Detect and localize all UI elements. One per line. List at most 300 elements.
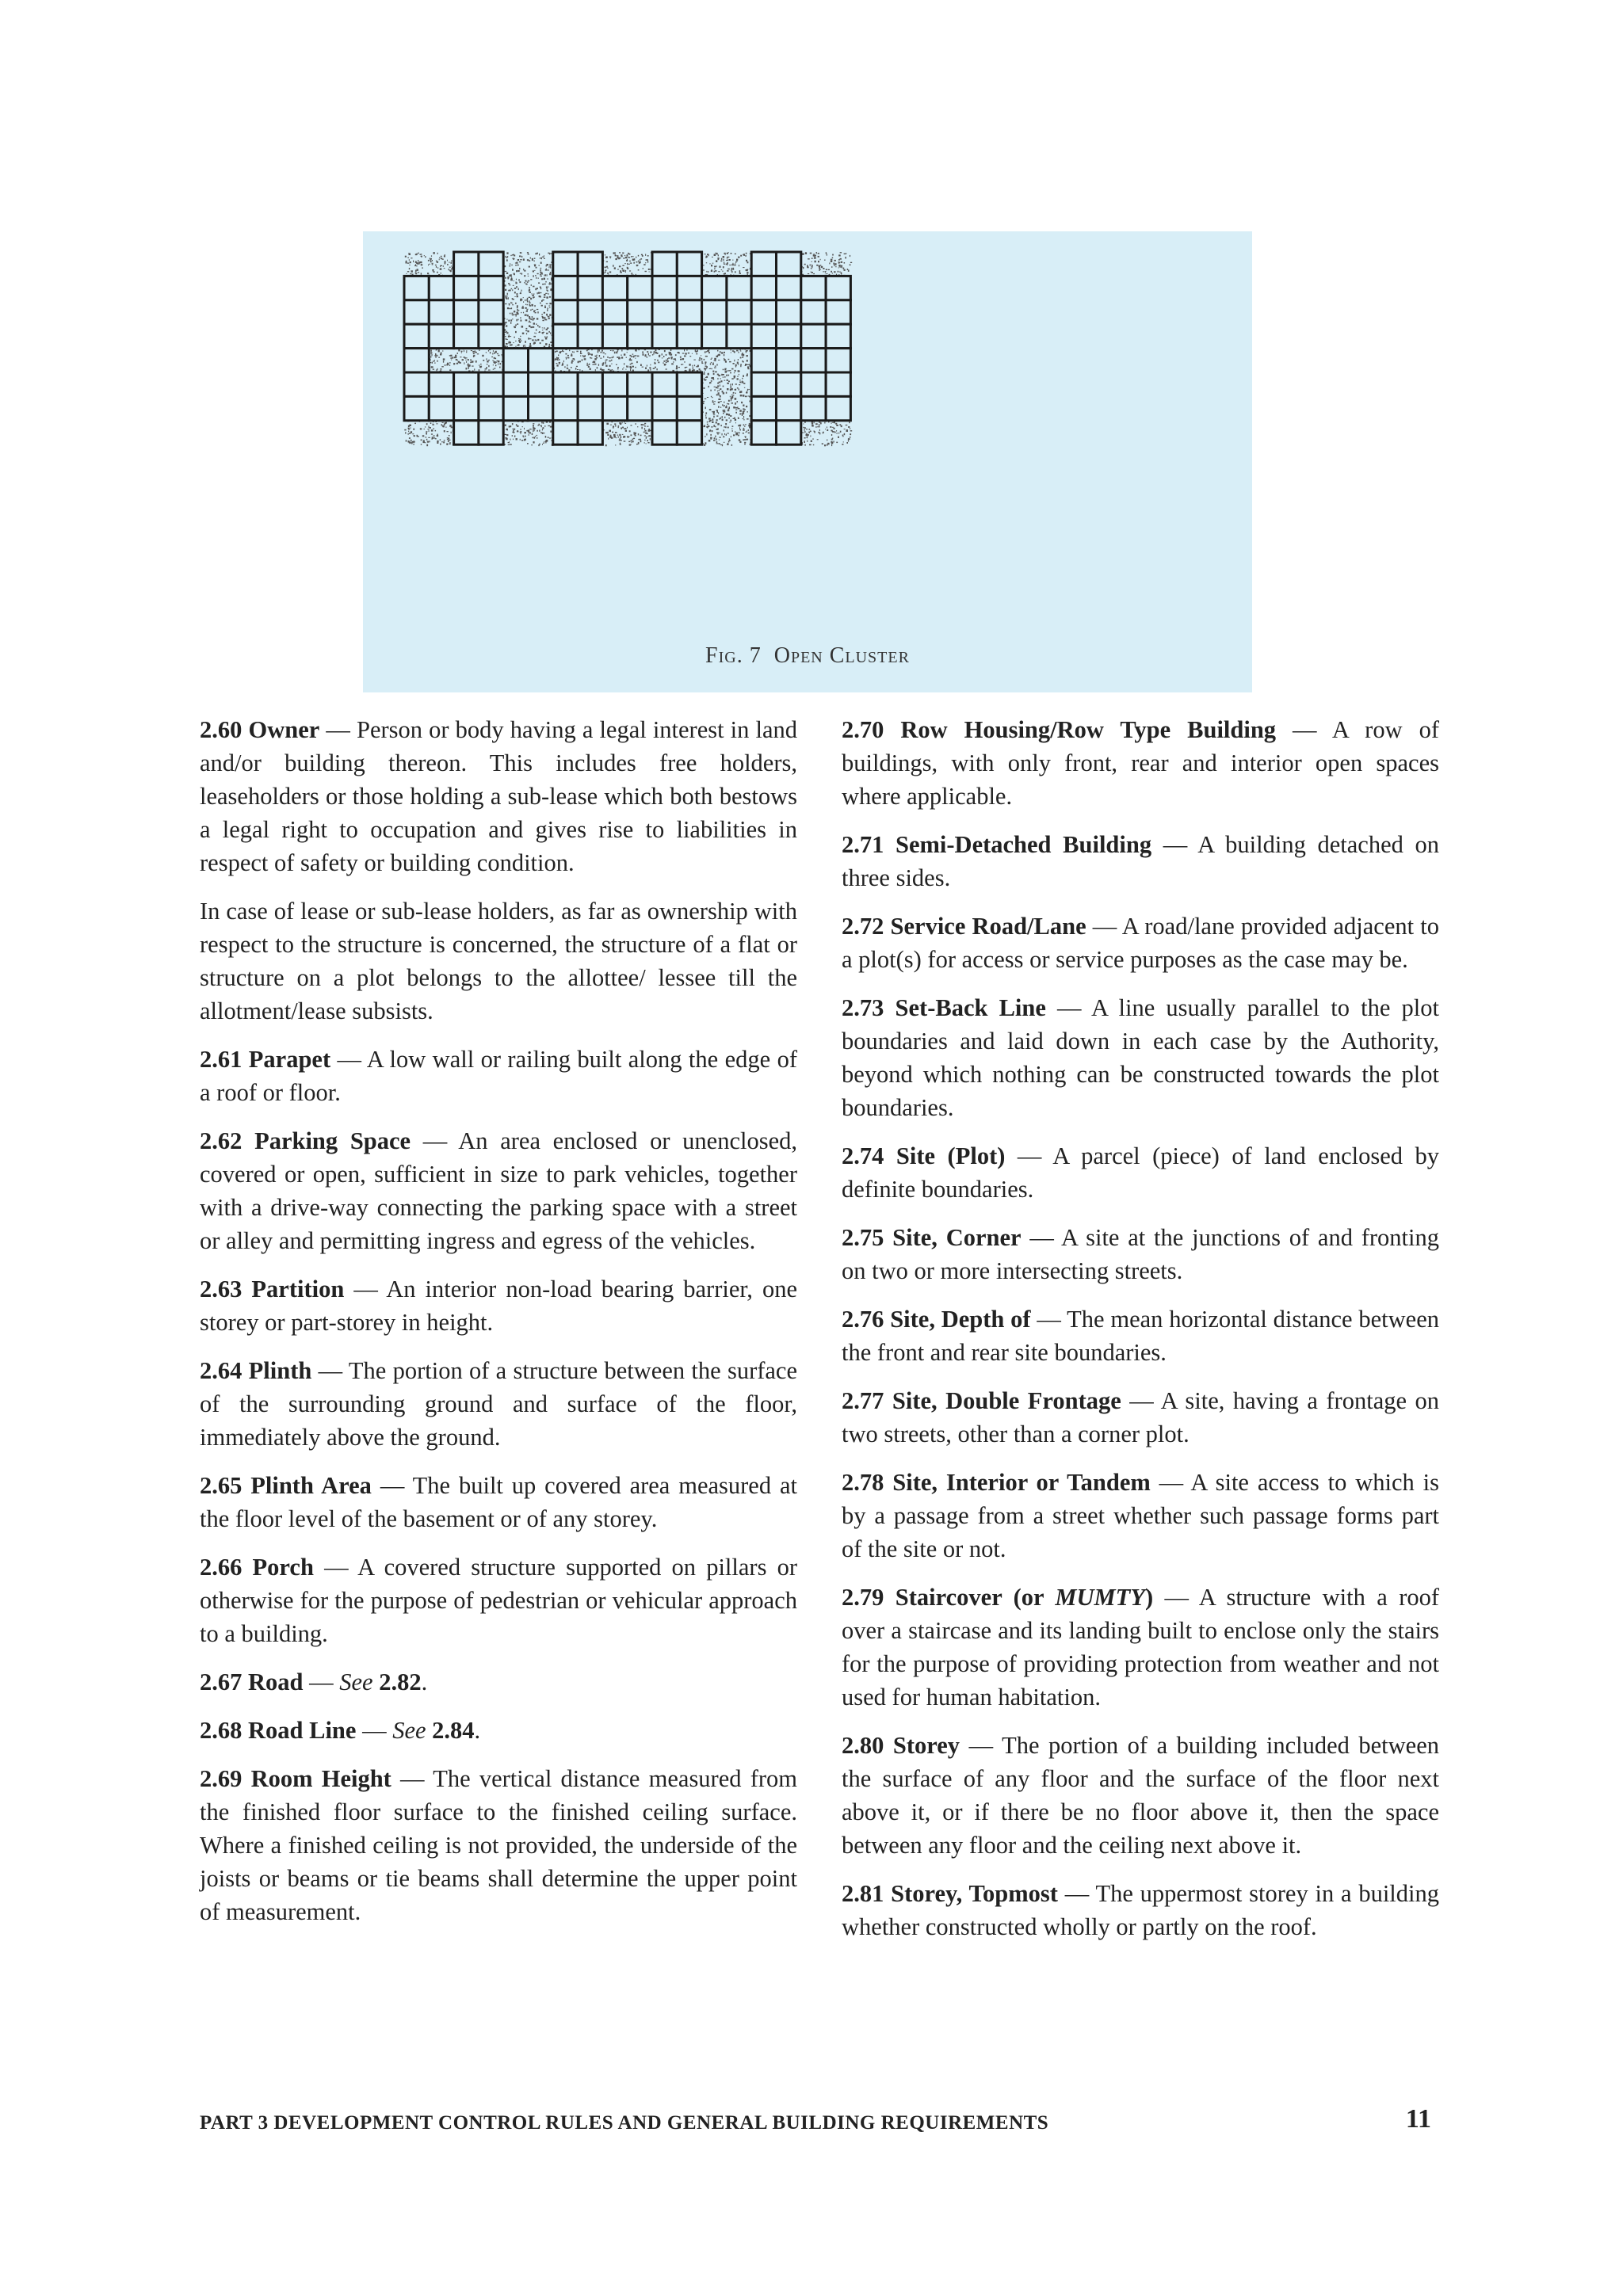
- stipple-dot: [540, 303, 541, 304]
- stipple-dot: [735, 398, 737, 400]
- stipple-dot: [617, 367, 619, 368]
- stipple-dot: [494, 357, 495, 359]
- stipple-dot: [430, 356, 431, 358]
- stipple-dot: [506, 331, 507, 332]
- stipple-dot: [579, 369, 580, 371]
- housing-unit-cell: [454, 252, 479, 276]
- stipple-dot: [408, 433, 409, 435]
- housing-unit-cell: [751, 421, 776, 444]
- defined-term: Site (Plot): [896, 1142, 1006, 1169]
- stipple-dot: [520, 336, 521, 337]
- definition-text: Person or body having a legal interest in land and/or building thereon. This includes free holders, leaseholders or those holding a sub-lease which both bestows a legal right to occupation and gives rise to liabilities in respect of safety or building condition.: [200, 716, 798, 876]
- housing-unit-cell: [677, 252, 701, 276]
- stipple-dot: [650, 364, 651, 366]
- stipple-dot: [511, 288, 513, 289]
- stipple-dot: [712, 263, 714, 264]
- stipple-dot: [729, 361, 731, 363]
- stipple-dot: [532, 433, 533, 435]
- definition-paragraph: [842, 991, 1439, 1124]
- stipple-dot: [548, 425, 550, 426]
- stipple-dot: [540, 296, 541, 298]
- housing-unit-cell: [553, 276, 578, 299]
- stipple-dot: [437, 267, 438, 269]
- stipple-dot: [514, 337, 515, 338]
- stipple-dot: [567, 357, 569, 359]
- stipple-dot: [506, 257, 507, 258]
- clause-number: 2.75: [842, 1224, 884, 1251]
- stipple-dot: [609, 436, 612, 437]
- stipple-dot: [509, 341, 510, 343]
- stipple-dot: [451, 262, 453, 264]
- definition-text: A structure with a roof over a staircase and its landing built to enclose only the stairs for the purpose of providing protection from weather and not used for human habitation.: [842, 1584, 1440, 1711]
- stipple-dot: [506, 325, 507, 326]
- stipple-dot: [622, 434, 624, 435]
- stipple-dot: [850, 430, 853, 431]
- stipple-dot: [444, 268, 445, 269]
- stipple-dot: [599, 349, 600, 352]
- stipple-dot: [559, 363, 560, 364]
- stipple-dot: [710, 363, 711, 364]
- housing-unit-cell: [602, 372, 627, 396]
- stipple-dot: [486, 358, 487, 360]
- housing-unit-cell: [751, 396, 776, 420]
- definition-text: A site at the junctions of and fronting on two or more intersecting streets.: [842, 1224, 1440, 1284]
- stipple-dot: [518, 279, 519, 281]
- stipple-dot: [848, 438, 850, 440]
- stipple-dot: [704, 425, 705, 427]
- housing-unit-cell: [429, 324, 453, 348]
- stipple-dot: [544, 278, 545, 280]
- stipple-dot: [699, 357, 700, 359]
- figure-title: Open Cluster: [773, 643, 910, 668]
- stipple-dot: [520, 439, 521, 441]
- definition-text: A building detached on three sides.: [842, 831, 1439, 891]
- stipple-dot: [673, 361, 674, 362]
- definition-text: A site, having a frontage on two streets, other than a corner plot.: [842, 1387, 1439, 1447]
- stipple-dot: [528, 280, 529, 281]
- stipple-dot: [515, 314, 517, 315]
- stipple-dot: [517, 305, 518, 307]
- stipple-dot: [726, 392, 727, 394]
- definition-text: The uppermost storey in a building whether constructed wholly or partly on the roof.: [842, 1880, 1439, 1940]
- stipple-dot: [743, 405, 744, 406]
- stipple-dot: [494, 353, 495, 354]
- figure-open-cluster: [363, 231, 1252, 692]
- definition-text: A covered structure supported on pillars or otherwise for the purpose of pedestrian or vehicular approach to a building.: [200, 1554, 798, 1647]
- stipple-dot: [472, 366, 473, 367]
- stipple-dot: [703, 269, 704, 271]
- stipple-dot: [630, 262, 632, 264]
- stipple-dot: [547, 274, 548, 276]
- housing-unit-cell: [479, 252, 503, 276]
- stipple-dot: [730, 415, 731, 417]
- stipple-dot: [515, 346, 516, 347]
- stipple-dot: [431, 433, 433, 434]
- stipple-dot: [746, 260, 747, 261]
- stipple-dot: [633, 262, 635, 264]
- stipple-dot: [701, 361, 702, 363]
- stipple-dot: [701, 358, 702, 360]
- stipple-dot: [618, 437, 619, 438]
- stipple-dot: [614, 267, 616, 269]
- stipple-dot: [741, 402, 743, 403]
- stipple-dot: [747, 364, 749, 365]
- stipple-dot: [539, 326, 540, 328]
- stipple-dot: [418, 272, 419, 273]
- stipple-dot: [515, 325, 517, 326]
- clause-number: 2.63: [200, 1276, 242, 1302]
- stipple-dot: [820, 259, 821, 261]
- stipple-dot: [745, 364, 747, 365]
- stipple-dot: [516, 286, 517, 288]
- stipple-dot: [596, 357, 598, 359]
- stipple-dot: [850, 264, 851, 265]
- stipple-dot: [720, 418, 721, 420]
- stipple-dot: [546, 314, 548, 316]
- stipple-dot: [724, 352, 725, 353]
- stipple-dot: [540, 272, 542, 274]
- stipple-dot: [706, 376, 708, 378]
- stipple-dot: [738, 408, 740, 409]
- stipple-dot: [546, 329, 548, 330]
- clause-number: 2.69: [200, 1765, 242, 1792]
- housing-unit-cell: [578, 372, 602, 396]
- stipple-dot: [430, 422, 432, 424]
- defined-term: Owner: [248, 716, 320, 743]
- stipple-dot: [735, 370, 736, 372]
- stipple-dot: [748, 396, 750, 397]
- stipple-dot: [735, 389, 737, 391]
- stipple-dot: [533, 296, 535, 297]
- housing-unit-cell: [727, 276, 751, 299]
- stipple-dot: [517, 323, 518, 325]
- stipple-dot: [628, 436, 630, 437]
- stipple-dot: [832, 422, 834, 423]
- stipple-dot: [846, 429, 848, 431]
- stipple-dot: [847, 269, 848, 270]
- stipple-dot: [692, 353, 693, 354]
- stipple-dot: [744, 425, 745, 427]
- stipple-dot: [437, 261, 438, 263]
- stipple-dot: [729, 422, 731, 423]
- stipple-dot: [746, 253, 747, 254]
- stipple-dot: [804, 429, 805, 431]
- stipple-dot: [736, 259, 738, 261]
- stipple-dot: [724, 354, 725, 356]
- definition-paragraph: [200, 894, 797, 1028]
- stipple-dot: [440, 444, 441, 445]
- stipple-dot: [842, 444, 843, 445]
- stipple-dot: [516, 312, 517, 314]
- stipple-dot: [512, 318, 513, 319]
- stipple-dot: [665, 364, 666, 365]
- stipple-dot: [505, 296, 506, 297]
- stipple-dot: [521, 273, 523, 275]
- stipple-dot: [723, 266, 724, 268]
- stipple-dot: [428, 265, 429, 266]
- stipple-dot: [633, 357, 634, 358]
- stipple-dot: [536, 277, 537, 279]
- stipple-dot: [718, 392, 720, 395]
- stipple-dot: [449, 369, 451, 371]
- stipple-dot: [515, 331, 517, 333]
- clause-number: 2.71: [842, 831, 884, 858]
- housing-unit-cell: [777, 300, 801, 324]
- stipple-dot: [726, 375, 727, 376]
- stipple-dot: [613, 265, 614, 266]
- stipple-dot: [549, 296, 551, 298]
- stipple-dot: [435, 430, 437, 432]
- stipple-dot: [587, 363, 588, 364]
- stipple-dot: [528, 276, 529, 277]
- stipple-dot: [532, 339, 533, 341]
- stipple-dot: [509, 441, 510, 443]
- housing-unit-cell: [454, 276, 479, 299]
- stipple-dot: [723, 413, 724, 414]
- clause-number: 2.65: [200, 1472, 242, 1499]
- stipple-dot: [807, 441, 808, 442]
- stipple-dot: [723, 392, 724, 394]
- definition-text: A line usually parallel to the plot boundaries and laid down in each case by the Authority, beyond which nothing can be constructed towards the plot boundaries.: [842, 994, 1439, 1121]
- housing-unit-cell: [628, 372, 652, 396]
- stipple-dot: [637, 356, 640, 357]
- stipple-dot: [571, 355, 572, 357]
- stipple-dot: [432, 264, 433, 265]
- stipple-dot: [417, 263, 418, 265]
- housing-unit-cell: [602, 324, 627, 348]
- definition-paragraph: [200, 1124, 797, 1257]
- stipple-dot: [711, 396, 712, 397]
- stipple-dot: [567, 355, 569, 357]
- stipple-dot: [813, 254, 815, 256]
- stipple-dot: [526, 284, 528, 285]
- stipple-dot: [841, 261, 842, 263]
- see-reference: See: [339, 1669, 373, 1695]
- stipple-dot: [632, 259, 635, 261]
- stipple-dot: [437, 272, 438, 273]
- stipple-dot: [720, 378, 722, 379]
- stipple-dot: [527, 315, 529, 316]
- stipple-dot: [450, 357, 452, 359]
- stipple-dot: [448, 440, 449, 442]
- stipple-dot: [443, 441, 445, 443]
- stipple-dot: [506, 434, 508, 436]
- stipple-dot: [546, 333, 548, 334]
- housing-unit-cell: [529, 349, 553, 372]
- stipple-dot: [556, 363, 558, 364]
- housing-unit-cell: [826, 372, 850, 396]
- clause-number: 2.73: [842, 994, 884, 1021]
- stipple-dot: [812, 438, 813, 439]
- stipple-dot: [628, 264, 630, 265]
- stipple-dot: [427, 273, 429, 274]
- stipple-dot: [496, 362, 497, 363]
- stipple-dot: [588, 353, 590, 354]
- stipple-dot: [743, 376, 744, 377]
- stipple-dot: [622, 269, 623, 271]
- stipple-dot: [545, 269, 548, 271]
- stipple-dot: [451, 268, 453, 269]
- stipple-dot: [615, 254, 617, 256]
- stipple-dot: [506, 319, 507, 320]
- stipple-dot: [517, 425, 518, 427]
- stipple-dot: [514, 311, 515, 312]
- stipple-dot: [525, 315, 526, 316]
- stipple-dot: [441, 256, 442, 257]
- stipple-dot: [680, 359, 682, 360]
- defined-term: Site, Double Frontage: [892, 1387, 1121, 1414]
- stipple-dot: [430, 362, 432, 363]
- stipple-dot: [820, 265, 821, 266]
- stipple-dot: [731, 430, 733, 431]
- stipple-dot: [548, 318, 550, 319]
- stipple-dot: [732, 383, 733, 385]
- stipple-dot: [505, 289, 506, 291]
- stipple-dot: [742, 381, 744, 383]
- stipple-dot: [729, 406, 731, 409]
- em-dash: —: [1045, 994, 1092, 1021]
- stipple-dot: [521, 326, 523, 327]
- running-footer-title: PART 3 DEVELOPMENT CONTROL RULES AND GENERAL BUILDING REQUIREMENTS: [200, 2112, 1049, 2134]
- stipple-dot: [525, 436, 526, 437]
- stipple-dot: [848, 269, 850, 272]
- stipple-dot: [605, 270, 606, 271]
- definition-paragraph: [842, 1384, 1439, 1451]
- stipple-dot: [549, 307, 550, 308]
- stipple-dot: [420, 261, 422, 263]
- stipple-dot: [717, 411, 719, 413]
- housing-unit-cell: [677, 396, 701, 420]
- stipple-dot: [650, 369, 651, 371]
- stipple-dot: [733, 406, 735, 408]
- stipple-dot: [641, 254, 643, 256]
- housing-unit-cell: [503, 372, 528, 396]
- stipple-dot: [743, 267, 744, 268]
- stipple-dot: [749, 364, 750, 365]
- stipple-dot: [727, 414, 728, 415]
- stipple-dot: [470, 359, 471, 360]
- stipple-dot: [436, 349, 437, 350]
- stipple-dot: [406, 261, 407, 263]
- stipple-dot: [712, 377, 714, 379]
- defined-term: Site, Interior or Tandem: [892, 1469, 1151, 1496]
- stipple-dot: [740, 350, 741, 351]
- stipple-dot: [453, 357, 454, 358]
- stipple-dot: [625, 271, 626, 273]
- stipple-dot: [724, 433, 725, 435]
- stipple-dot: [540, 432, 542, 433]
- stipple-dot: [731, 264, 734, 265]
- stipple-dot: [605, 362, 606, 364]
- stipple-dot: [736, 350, 738, 352]
- housing-unit-cell: [801, 349, 826, 372]
- stipple-dot: [646, 259, 647, 261]
- stipple-dot: [708, 373, 709, 375]
- stipple-dot: [431, 429, 433, 431]
- stipple-dot: [537, 292, 538, 294]
- stipple-dot: [547, 264, 549, 265]
- stipple-dot: [734, 372, 735, 373]
- stipple-dot: [696, 366, 698, 367]
- stipple-dot: [603, 369, 604, 371]
- stipple-dot: [810, 436, 811, 437]
- stipple-dot: [617, 349, 618, 350]
- stipple-dot: [737, 378, 739, 379]
- stipple-dot: [518, 344, 520, 345]
- stipple-dot: [712, 421, 713, 423]
- stipple-dot: [643, 353, 644, 355]
- housing-unit-cell: [628, 324, 652, 348]
- stipple-dot: [429, 264, 430, 265]
- stipple-dot: [705, 417, 707, 418]
- stipple-dot: [735, 261, 736, 263]
- stipple-dot: [716, 415, 718, 417]
- stipple-dot: [617, 257, 619, 259]
- stipple-dot: [724, 411, 725, 413]
- stipple-dot: [520, 293, 521, 294]
- stipple-dot: [747, 368, 749, 369]
- stipple-dot: [426, 433, 427, 435]
- stipple-dot: [721, 374, 722, 376]
- stipple-dot: [744, 409, 746, 410]
- stipple-dot: [846, 442, 848, 444]
- stipple-dot: [838, 265, 841, 267]
- stipple-dot: [640, 435, 642, 437]
- defined-term: Parapet: [248, 1046, 331, 1073]
- stipple-dot: [509, 425, 510, 427]
- stipple-dot: [508, 290, 510, 292]
- stipple-dot: [843, 268, 845, 269]
- stipple-dot: [635, 433, 636, 434]
- stipple-dot: [705, 361, 706, 363]
- stipple-dot: [446, 443, 448, 445]
- stipple-dot: [536, 330, 537, 331]
- stipple-dot: [745, 255, 746, 257]
- stipple-dot: [529, 287, 530, 288]
- stipple-dot: [482, 355, 483, 357]
- stipple-dot: [447, 260, 448, 261]
- stipple-dot: [721, 258, 722, 260]
- stipple-dot: [714, 268, 715, 269]
- stipple-dot: [465, 357, 467, 358]
- stipple-dot: [647, 259, 648, 261]
- stipple-dot: [840, 252, 842, 253]
- stipple-dot: [713, 412, 715, 414]
- housing-unit-cell: [628, 276, 652, 299]
- stipple-dot: [743, 419, 744, 421]
- stipple-dot: [470, 362, 471, 364]
- stipple-dot: [720, 266, 721, 268]
- stipple-dot: [472, 360, 473, 362]
- stipple-dot: [528, 252, 529, 254]
- stipple-dot: [538, 282, 540, 284]
- stipple-dot: [630, 367, 632, 368]
- stipple-dot: [667, 358, 668, 360]
- definition-text: The built up covered area measured at the floor level of the basement or of any storey.: [200, 1472, 797, 1532]
- stipple-dot: [438, 357, 440, 358]
- stipple-dot: [722, 404, 724, 406]
- stipple-dot: [732, 350, 734, 352]
- housing-unit-cell: [503, 349, 528, 372]
- stipple-dot: [547, 337, 548, 338]
- em-dash: —: [1086, 913, 1122, 940]
- stipple-dot: [730, 389, 731, 391]
- housing-unit-cell: [479, 300, 503, 324]
- stipple-dot: [529, 292, 531, 293]
- stipple-dot: [413, 435, 414, 436]
- stipple-dot: [629, 355, 631, 357]
- housing-unit-cell: [454, 300, 479, 324]
